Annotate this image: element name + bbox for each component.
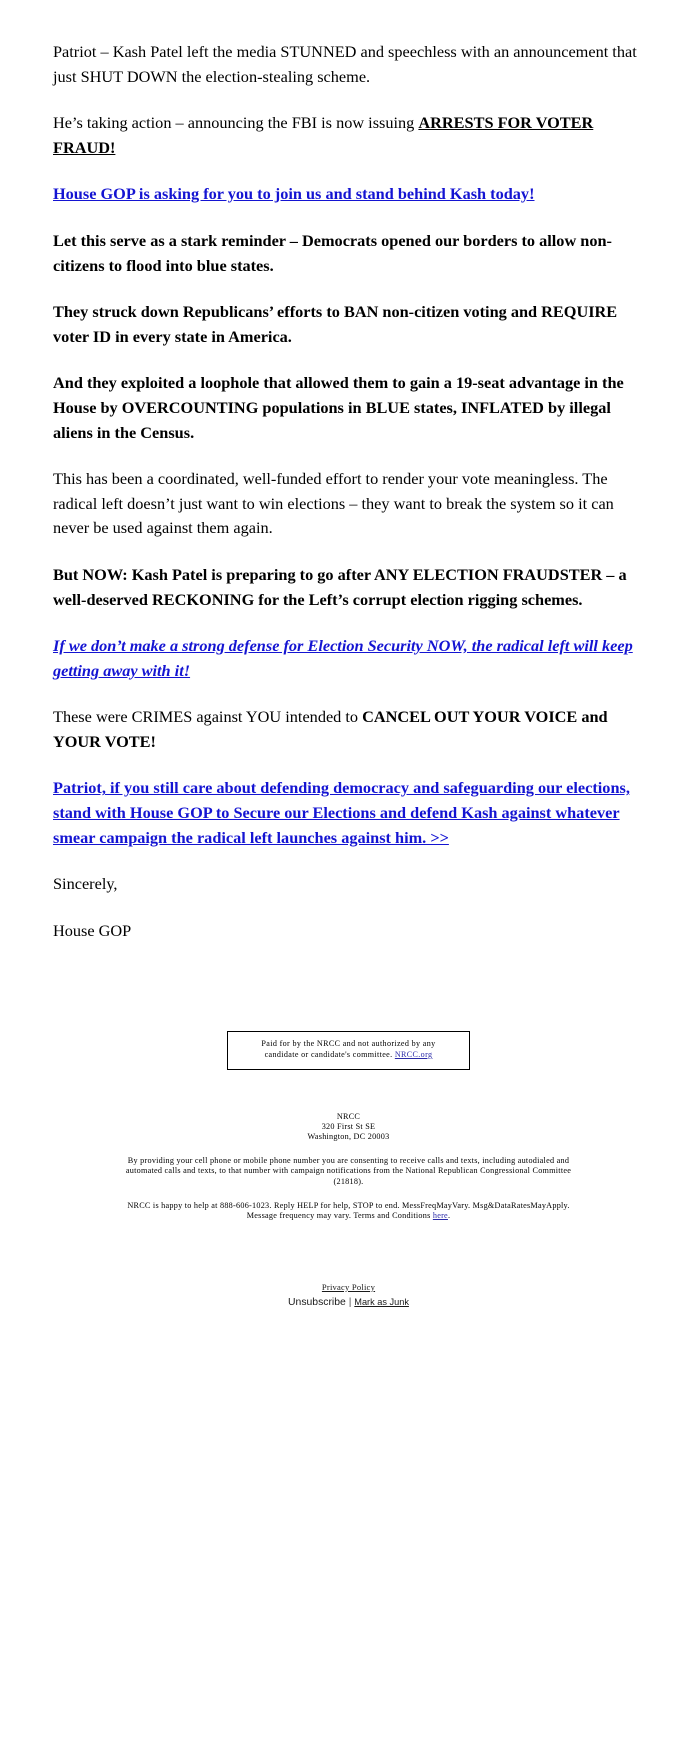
paragraph-loophole-census: And they exploited a loophole that allowed them to gain a 19-seat advantage in the House by OVERCOUNTING populations in BLUE states, INFLATED by illegal aliens in the Census. bbox=[53, 373, 624, 442]
paragraph-fbi-action-lead: He’s taking action – announcing the FBI is now issuing bbox=[53, 113, 419, 133]
paragraph-stark-reminder: Let this serve as a stark reminder – Democrats opened our borders to allow non-citizens to flood into blue states. bbox=[53, 230, 612, 275]
paragraph-intro: Patriot – Kash Patel left the media STUNNED and speechless with an announcement that just SHUT DOWN the election-stealing scheme. bbox=[53, 42, 637, 86]
paragraph-reckoning: But NOW: Kash Patel is preparing to go after ANY ELECTION FRAUDSTER – a well-deserved RECKONING for the Left’s corrupt election rigging schemes. bbox=[53, 564, 627, 609]
link-stand-with-house-gop-text[interactable]: Patriot, if you still care about defending democracy and safeguarding our elections, stand with House GOP to Secure our Elections and defend Kash against whatever smear campaign the radical left launches against him. >> bbox=[53, 778, 630, 847]
paragraph-crimes-against-you bbox=[53, 705, 644, 754]
footer-street: 320 First St SE bbox=[321, 1122, 376, 1132]
cancel-out-your-voice-emphasis: CANCEL OUT YOUR VOICE and YOUR VOTE! bbox=[53, 707, 608, 751]
footer-bottom-links bbox=[53, 1280, 644, 1310]
paragraph-crimes-lead: These were CRIMES against YOU intended to bbox=[53, 707, 363, 727]
disclaimer-section bbox=[53, 1031, 644, 1069]
footer-consent-text: By providing your cell phone or mobile phone number you are consenting to receive calls and texts, including autodialed and automated calls and texts, to that number with campaign notifications from the National Republican Congressional Committee (21818). bbox=[125, 1155, 572, 1187]
footer-address bbox=[53, 1112, 644, 1143]
footer-help-tail: . bbox=[447, 1211, 451, 1221]
disclaimer-line-1: Paid for by the NRCC and not authorized by any bbox=[261, 1039, 436, 1049]
link-election-security[interactable] bbox=[53, 634, 644, 683]
privacy-policy-link[interactable]: Privacy Policy bbox=[321, 1281, 376, 1292]
link-join-us[interactable] bbox=[53, 182, 644, 207]
footer-help-text bbox=[114, 1201, 584, 1222]
link-election-security-text[interactable]: If we don’t make a strong defense for Election Security NOW, the radical left will keep getting away with it! bbox=[53, 636, 633, 680]
footer-help-lead: NRCC is happy to help at 888-606-1023. Reply HELP for help, STOP to end. MessFreqMayVary. Msg&DataRatesMayApply. Message frequency may vary. Terms and Conditions bbox=[127, 1200, 570, 1221]
paragraph-voter-id: They struck down Republicans’ efforts to BAN non-citizen voting and REQUIRE voter ID in every state in America. bbox=[53, 302, 618, 346]
disclaimer-line-2-lead: candidate or candidate's committee. bbox=[264, 1050, 395, 1060]
paragraph-coordinated-effort: This has been a coordinated, well-funded effort to render your vote meaningless. The radical left doesn’t just want to win elections – they want to break the system so it can never be used against them again. bbox=[53, 469, 614, 538]
link-stand-with-house-gop[interactable] bbox=[53, 776, 644, 850]
terms-and-conditions-link[interactable]: here bbox=[432, 1211, 448, 1221]
footer-org-name: NRCC bbox=[336, 1111, 361, 1121]
footer-city-state-zip: Washington, DC 20003 bbox=[307, 1132, 390, 1142]
privacy-policy-row bbox=[53, 1280, 644, 1294]
nrcc-org-link[interactable]: NRCC.org bbox=[394, 1050, 433, 1060]
unsubscribe-link[interactable]: Unsubscribe bbox=[288, 1296, 346, 1308]
email-footer bbox=[53, 1112, 644, 1222]
arrests-for-voter-fraud-emphasis: ARRESTS FOR VOTER FRAUD! bbox=[53, 113, 594, 157]
paragraph-fbi-action bbox=[53, 111, 644, 160]
unsubscribe-row bbox=[53, 1295, 644, 1310]
paid-for-by-disclaimer-box bbox=[227, 1031, 470, 1069]
disclaimer-line-2 bbox=[242, 1050, 455, 1061]
signoff-sincerely: Sincerely, bbox=[53, 874, 118, 894]
link-separator: | bbox=[345, 1296, 355, 1308]
mark-as-junk-link[interactable]: Mark as Junk bbox=[354, 1296, 409, 1307]
signoff-house-gop: House GOP bbox=[53, 920, 132, 940]
link-join-us-text[interactable]: House GOP is asking for you to join us and stand behind Kash today! bbox=[53, 184, 535, 204]
